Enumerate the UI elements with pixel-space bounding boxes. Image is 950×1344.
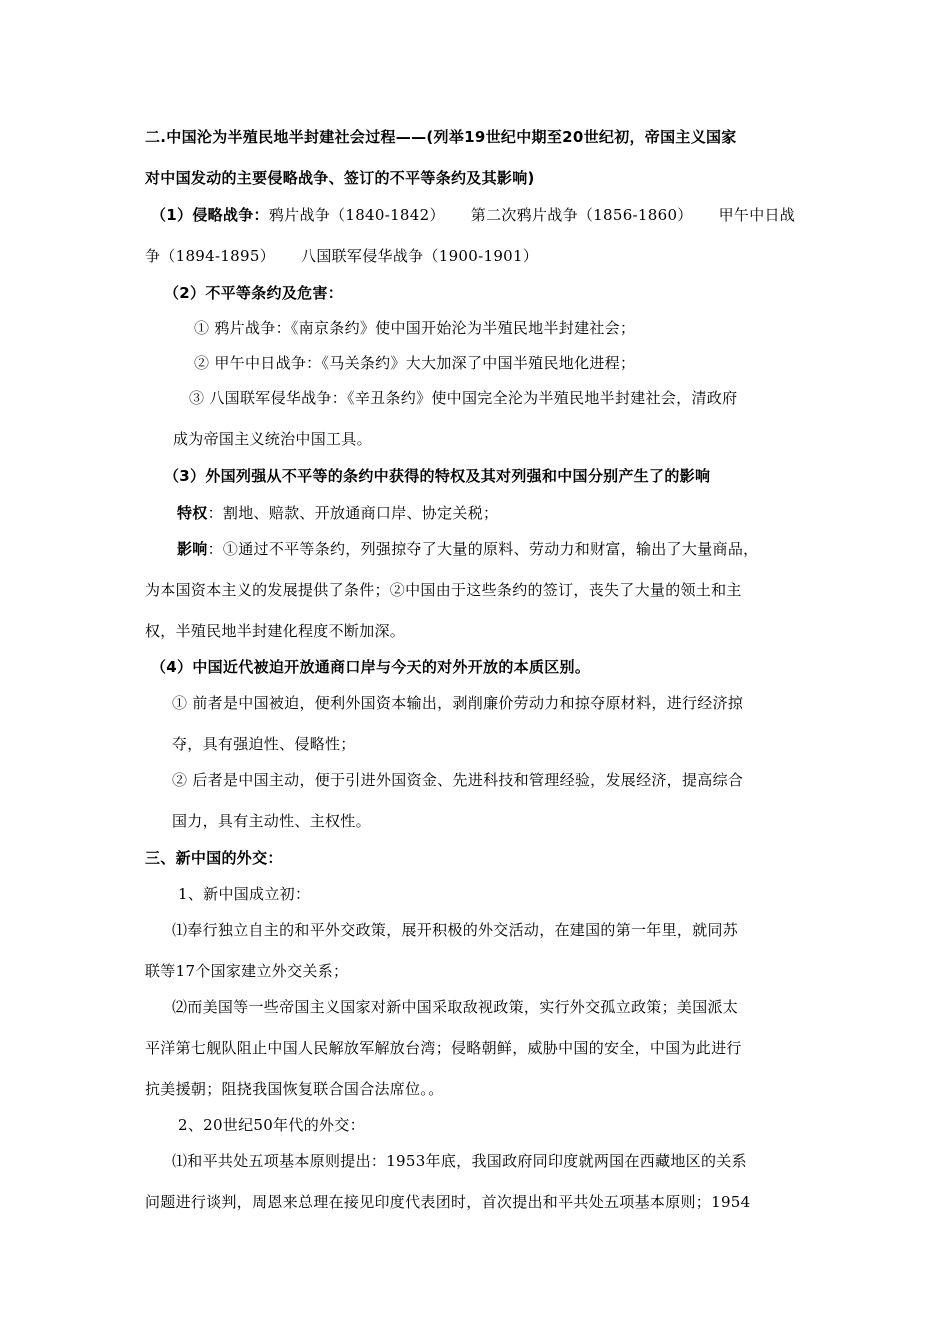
p4-item2-line1: ② 后者是中国主动，便于引进外国资金、先进科技和管理经验，发展经济，提高综合	[172, 771, 744, 789]
p3-impact-line3: 权，半殖民地半封建化程度不断加深。	[145, 622, 406, 640]
p1-label: （1）侵略战争：	[151, 206, 269, 224]
p4-item1-line2: 夺，具有强迫性、侵略性；	[172, 735, 356, 753]
impact-label: 影响	[177, 540, 208, 558]
s2-line3: 抗美援朝；阻挠我国恢复联合国合法席位。。	[145, 1080, 444, 1098]
p3-impact-line2: 为本国资本主义的发展提供了条件；②中国由于这些条约的签订，丧失了大量的领土和主	[145, 581, 742, 599]
p1-war3-part: 甲午中日战	[718, 206, 796, 224]
p4-item2-line2: 国力，具有主动性、主权性。	[172, 812, 371, 830]
p2-label: （2）不平等条约及危害：	[164, 284, 344, 302]
p4-item1-line1: ① 前者是中国被迫，便利外国资本输出，剥削廉价劳动力和掠夺原材料，进行经济掠	[172, 694, 744, 712]
p2-item1: ① 鸦片战争：《南京条约》使中国开始沦为半殖民地半封建社会；	[194, 319, 636, 337]
section3-sub2: 2、20世纪50年代的外交：	[178, 1116, 365, 1134]
section2-title-line1: 二.中国沦为半殖民地半封建社会过程——(列举19世纪中期至20世纪初，帝国主义国家	[145, 128, 737, 146]
privilege-text: ：割地、赔款、开放通商口岸、协定关税；	[207, 504, 499, 522]
s3-line2: 问题进行谈判，周恩来总理在接见印度代表团时，首次提出和平共处五项基本原则；1954	[145, 1193, 751, 1211]
p1-line2	[145, 246, 538, 266]
p2-item3-line2: 成为帝国主义统治中国工具。	[173, 430, 372, 448]
s2-line1: ⑵而美国等一些帝国主义国家对新中国采取敌视政策，实行外交孤立政策；美国派太	[172, 998, 739, 1016]
p4-label: （4）中国近代被迫开放通商口岸与今天的对外开放的本质区别。	[151, 658, 591, 676]
section2-title-line2: 对中国发动的主要侵略战争、签订的不平等条约及其影响)	[145, 169, 535, 187]
p2-item3-line1: ③ 八国联军侵华战争：《辛丑条约》使中国完全沦为半殖民地半封建社会，清政府	[189, 389, 738, 407]
s2-line2: 平洋第七舰队阻止中国人民解放军解放台湾；侵略朝鲜，威胁中国的安全，中国为此进行	[145, 1039, 742, 1057]
p1-war2: 第二次鸦片战争（1856-1860）	[470, 206, 693, 224]
section3-sub1: 1、新中国成立初：	[178, 885, 311, 903]
p1-war1: 鸦片战争（1840-1842）	[268, 206, 445, 224]
p1-line1	[151, 205, 795, 225]
privilege-label: 特权	[177, 504, 208, 522]
impact-text: ：①通过不平等条约，列强掠夺了大量的原料、劳动力和财富，输出了大量商品，	[207, 540, 759, 558]
s1-line2: 联等17个国家建立外交关系；	[145, 962, 349, 980]
p3-impact-line1	[177, 539, 758, 559]
section3-title: 三、新中国的外交：	[145, 849, 283, 867]
p1-war4: 八国联军侵华战争（1900-1901）	[301, 247, 539, 265]
s3-line1: ⑴和平共处五项基本原则提出：1953年底，我国政府同印度就两国在西藏地区的关系	[172, 1152, 747, 1170]
s1-line1: ⑴奉行独立自主的和平外交政策，展开积极的外交活动，在建国的第一年里，就同苏	[172, 921, 739, 939]
p1-war3-rest: 争（1894-1895）	[145, 247, 276, 265]
p2-item2: ② 甲午中日战争：《马关条约》大大加深了中国半殖民地化进程；	[194, 354, 636, 372]
p3-privilege	[177, 503, 498, 523]
p3-label: （3）外国列强从不平等的条约中获得的特权及其对列强和中国分别产生了的影响	[164, 467, 711, 485]
